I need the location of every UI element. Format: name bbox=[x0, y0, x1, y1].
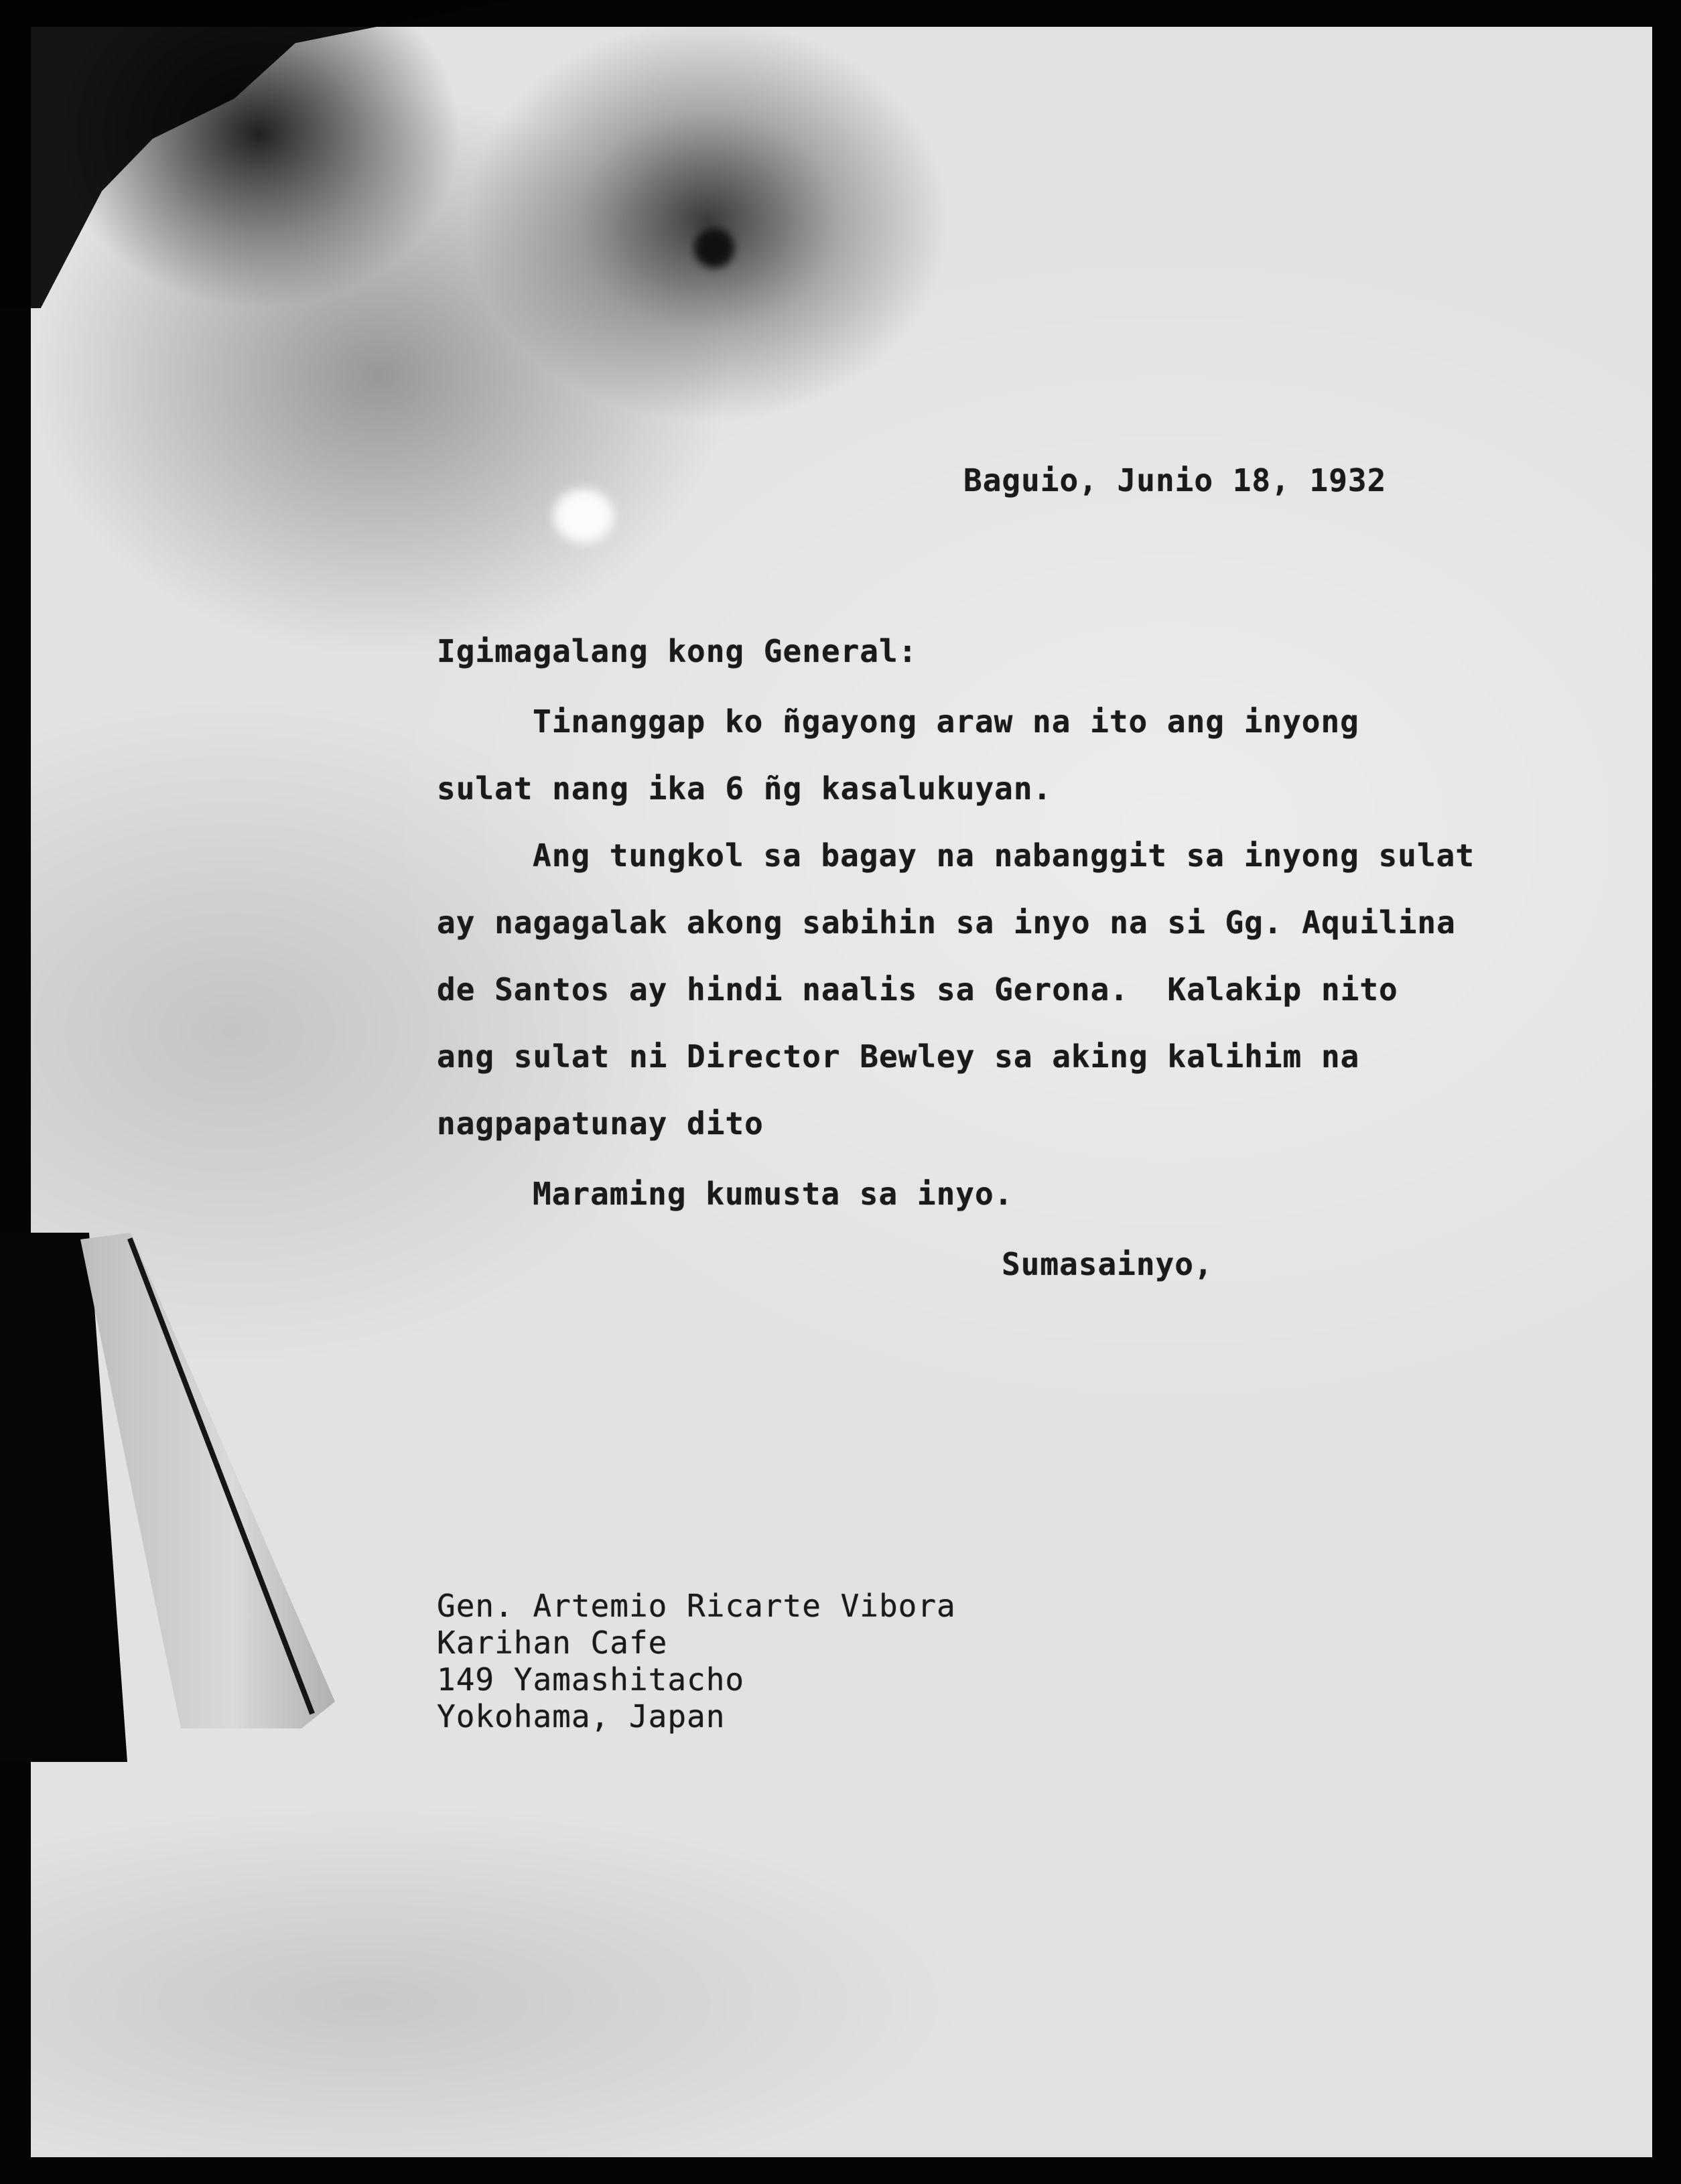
address-line: 149 Yamashitacho bbox=[437, 1661, 745, 1698]
letter-date: Baguio, Junio 18, 1932 bbox=[963, 462, 1387, 498]
paragraph-2-line: ang sulat ni Director Bewley sa aking kalihim na bbox=[437, 1038, 1360, 1075]
paragraph-3-line: Maraming kumusta sa inyo. bbox=[533, 1176, 1014, 1212]
paragraph-1-line: Tinanggap ko ñgayong araw na ito ang inyong bbox=[533, 703, 1359, 740]
paragraph-2-line: Ang tungkol sa bagay na nabanggit sa inyong sulat bbox=[533, 837, 1475, 874]
letter-page bbox=[31, 27, 1652, 2157]
paragraph-2-line: ay nagagalak akong sabihin sa inyo na si Gg. Aquilina bbox=[437, 904, 1456, 941]
ink-stain bbox=[694, 228, 734, 268]
paragraph-2-line: nagpapatunay dito bbox=[437, 1105, 764, 1142]
address-line: Karihan Cafe bbox=[437, 1625, 668, 1661]
address-line: Yokohama, Japan bbox=[437, 1698, 726, 1734]
letter-closing: Sumasainyo, bbox=[1002, 1246, 1213, 1282]
paragraph-1-line: sulat nang ika 6 ñg kasalukuyan. bbox=[437, 770, 1053, 807]
paper-hole bbox=[553, 489, 614, 543]
paragraph-2-line: de Santos ay hindi naalis sa Gerona. Kalakip nito bbox=[437, 971, 1398, 1008]
letter-salutation: Igimagalang kong General: bbox=[437, 633, 918, 669]
address-line: Gen. Artemio Ricarte Vibora bbox=[437, 1588, 956, 1624]
